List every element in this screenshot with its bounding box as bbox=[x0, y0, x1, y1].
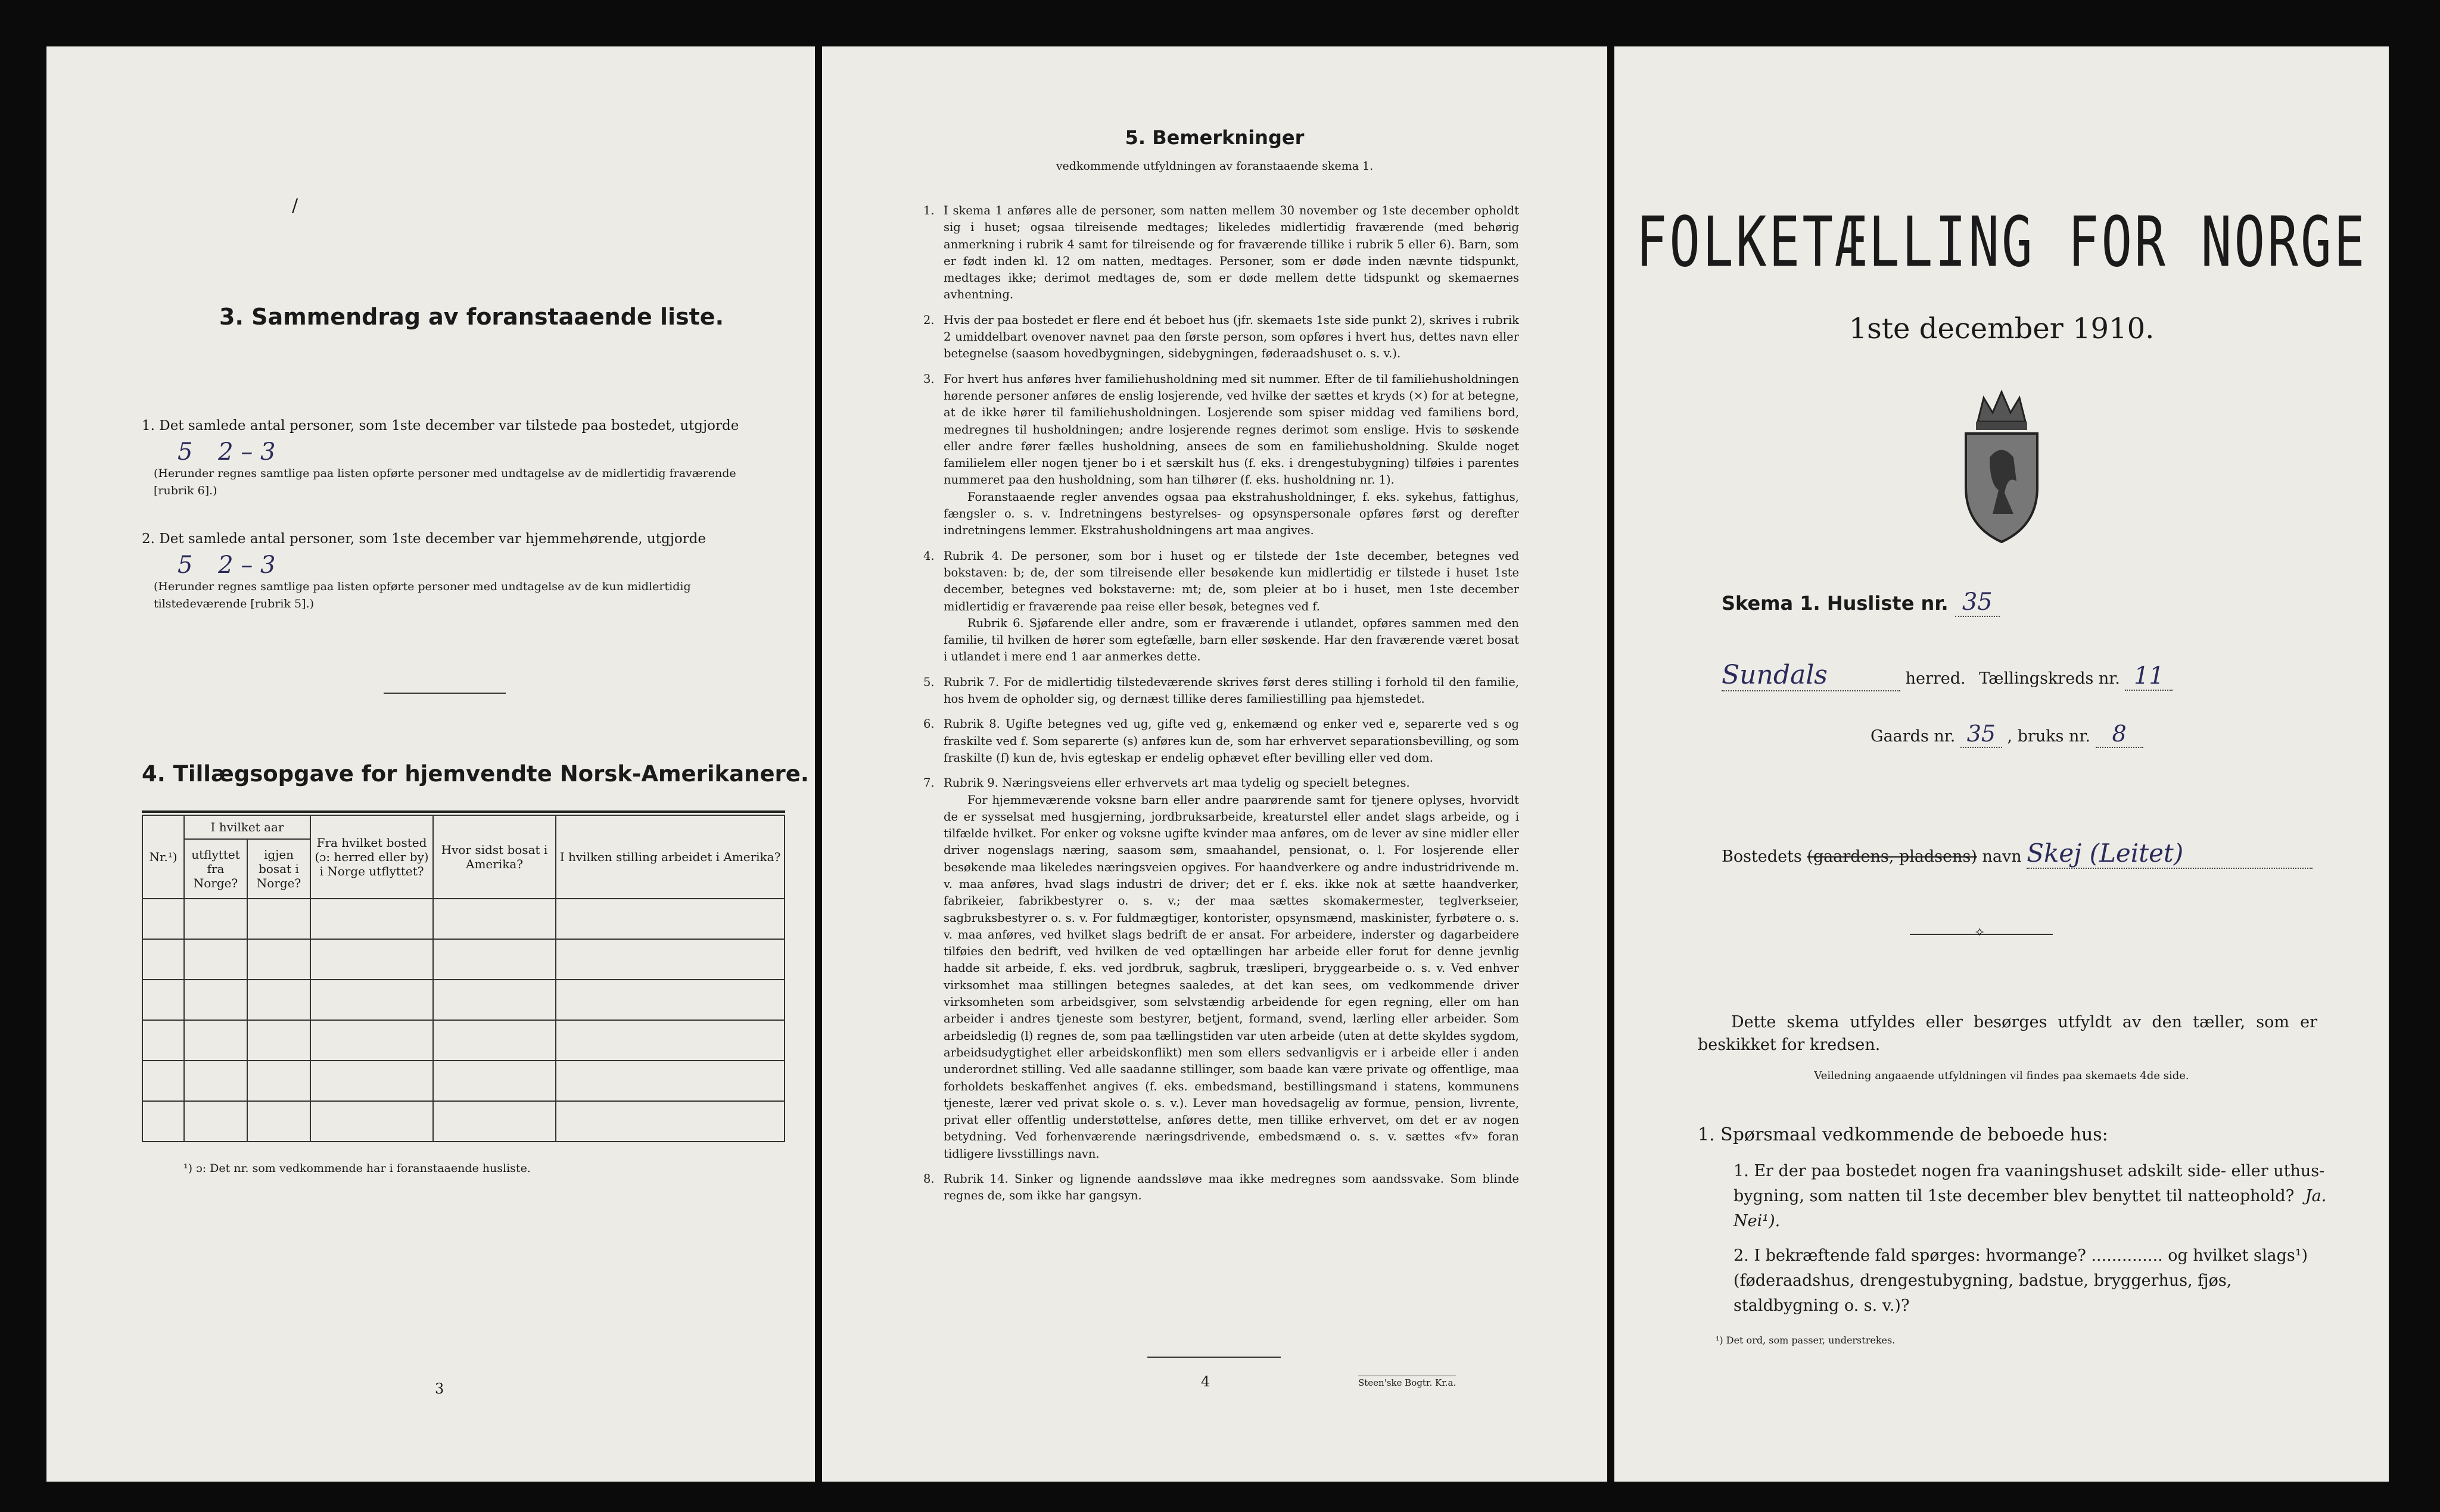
item1-printed-value: 5 bbox=[178, 438, 193, 466]
herred-line bbox=[1722, 660, 2347, 691]
kreds-label: Tællingskreds nr. bbox=[1979, 669, 2120, 688]
question-1-text: 1. Er der paa bostedet nogen fra vaaningshuset adskilt side- eller uthus-bygning, som natten til 1ste december blev benyttet til natteophold? bbox=[1733, 1162, 2325, 1205]
table-row bbox=[142, 1101, 785, 1142]
note-2: 2. Hvis der paa bostedet er flere end ét beboet hus (jfr. skemaets 1ste side punkt 2), skrives i rubrik 2 umiddelbart ovenover navnet paa den første person, som opføres i hvert hus, dettes navn eller betegnelse (saasom hovedbygningen, sidebygningen, føderaadshuset o. s. v.). bbox=[923, 313, 1519, 361]
skema-label: Skema 1. Husliste nr. bbox=[1722, 592, 1949, 615]
section4-footnote: ¹) ɔ: Det nr. som vedkommende har i foranstaaende husliste. bbox=[183, 1162, 531, 1175]
table-row bbox=[142, 1020, 785, 1061]
note-7: 7. Rubrik 9. Næringsveiens eller erhvervets art maa tydelig og specielt betegnes. For hjemmeværende voksne barn eller andre paarørende samt for tjenere oplyses, hvorvidt de er sysselsat med husgjerning, jordbruksarbeide, kreaturstel eller andet slags arbeide, og i tilfælde hvilket. For enker og voksne ugifte kvinder maa anføres, om de lever av sine midler eller driver nogenslags næring, saasom søm, smaahandel, pensionat, o. l. For losjerende eller besøkende maa likeledes næringsveien opgives. For haandverkere og andre industridrivende m. v. maa anføres, hvad slags industri de driver; det er f. eks. ikke nok at sætte haandverker, fabrikeier, fabrikbestyrer o. s. v.; der maa sættes skomakermester, teglverkseier, sagbruksbestyrer o. s. v. For fuldmægtiger, kontorister, opsynsmænd, maskinister, fyrbøtere o. s. v. maa anføres, ved hvilket slags bedrift de er ansat. For arbeidere, inderster og dagarbeidere tilføies den bedrift, ved hvilken de ved optællingen har arbeide eller forut for denne jevnlig hadde sit arbeide, f. eks. ved jordbruk, sagbruk, træsliperi, bryggearbeide o. s. v. Ved enhver virksomhet maa stillingen betegnes saaledes, at det kan sees, om vedkommende driver virksomheten som arbeidsgiver, som selvstændig arbeidende for egen regning, eller om han arbeider i andres tjeneste som bestyrer, betjent, formand, svend, lærling eller arbeider. Som arbeidsledig (l) regnes de, som paa tællingstiden var uten arbeide (uten at dette skyldes sygdom, arbeidsudygtighet eller arbeidskonflikt) men som ellers sedvanligvis er i arbeide eller i anden underordnet stilling. Ved alle saadanne stillinger, som baade kan være private og offentlige, maa forholdets beskaffenhet angives (f. eks. embedsmand, bestillingsmand i statens, kommunens tjeneste, lærer ved privat skole o. s. v.). Lever man hovedsagelig av formue, pension, livrente, privat eller offentlig understøttelse, anføres dette, men tillike erhvervet, om det er av nogen betydning. Ved forhenværende næringsdrivende, embedsmænd o. s. v. sættes «fv» foran tidligere livsstillings navn. bbox=[923, 776, 1519, 1161]
item1-hand-value: 2 – 3 bbox=[218, 438, 276, 466]
bosted-name: Skej (Leitet) bbox=[2027, 838, 2313, 869]
kreds-nr: 11 bbox=[2125, 662, 2173, 691]
remarks-title: 5. Bemerkninger bbox=[1125, 126, 1305, 149]
question-1 bbox=[1733, 1159, 2329, 1234]
table-row bbox=[142, 899, 785, 939]
section3-item1 bbox=[142, 413, 785, 500]
divider bbox=[384, 693, 506, 694]
ornament-icon: ✧ bbox=[1974, 925, 1985, 940]
col-fra-bosted: Fra hvilket bosted (ɔ: herred eller by) i Norge utflyttet? bbox=[310, 815, 433, 899]
printer-mark: Steen'ske Bogtr. Kr.a. bbox=[1358, 1376, 1456, 1388]
page-right bbox=[1614, 46, 2389, 1482]
page-number: 4 bbox=[1201, 1373, 1210, 1390]
table-row bbox=[142, 1061, 785, 1101]
skema-line bbox=[1722, 588, 2000, 616]
info-sub: Veiledning angaaende utfyldningen vil findes paa skemaets 4de side. bbox=[1814, 1070, 2189, 1082]
note-5: 5. Rubrik 7. For de midlertidig tilstedeværende skrives først deres stilling i forhold til den familie, hos hvem de opholder sig, og dernæst tillike deres familiestilling paa hjemstedet. bbox=[923, 675, 1519, 706]
questions-heading: 1. Spørsmaal vedkommende de beboede hus: bbox=[1698, 1124, 2108, 1145]
note-4: 4. Rubrik 4. De personer, som bor i huset og er tilstede der 1ste december, betegnes ved bokstaven: b; de, der som tilreisende eller besøkende kun midlertidig er tilstede i huset 1ste december, betegnes ved bokstaverne: mt; de, som pleier at bo i huset, men 1ste december midlertidig er fraværende paa reise eller besøk, betegnes ved f. Rubrik 6. Sjøfarende eller andre, som er fraværende i utlandet, opføres sammen med den familie, til hvilken de hører som egtefælle, barn eller søskende. Har den fraværende været bosat i utlandet i mere end 1 aar anmerkes dette. bbox=[923, 548, 1519, 664]
bosted-label-a: Bostedets bbox=[1722, 847, 1802, 866]
item1-text: 1. Det samlede antal personer, som 1ste december var tilstede paa bostedet, utgjorde bbox=[142, 418, 739, 434]
item2-note: (Herunder regnes samtlige paa listen opførte personer med undtagelse av de kun midlertidig tilstedeværende [rubrik 5].) bbox=[154, 580, 691, 610]
bosted-label-c: navn bbox=[1982, 847, 2022, 866]
col-igjen-bosat: igjen bosat i Norge? bbox=[247, 839, 310, 899]
bosted-line bbox=[1722, 838, 2347, 869]
item2-hand-value: 2 – 3 bbox=[218, 551, 276, 579]
table-row bbox=[142, 939, 785, 980]
item2-hand-values bbox=[178, 552, 276, 578]
norsk-amerikanere-table bbox=[142, 815, 785, 1142]
norwegian-lion-coat-of-arms-icon bbox=[1957, 386, 2046, 547]
page-middle bbox=[822, 46, 1607, 1482]
note-8: 8. Rubrik 14. Sinker og lignende aandssløve maa ikke medregnes som aandssvake. Som blinde regnes de, som ikke har gangsyn. bbox=[923, 1172, 1519, 1203]
gaards-nr: 35 bbox=[1960, 721, 2002, 748]
bruks-label: , bruks nr. bbox=[2007, 727, 2090, 746]
item2-text: 2. Det samlede antal personer, som 1ste december var hjemmehørende, utgjorde bbox=[142, 531, 707, 547]
col-hvor-sidst: Hvor sidst bosat i Amerika? bbox=[433, 815, 556, 899]
page-number: 3 bbox=[435, 1380, 444, 1397]
herred-label: herred. bbox=[1905, 669, 1966, 688]
census-title: FOLKETÆLLING FOR NORGE bbox=[1636, 202, 2367, 283]
table-top-rule bbox=[142, 810, 785, 813]
col-utflyttet: utflyttet fra Norge? bbox=[184, 839, 247, 899]
col-aar-group: I hvilket aar bbox=[184, 815, 310, 839]
section3-title: 3. Sammendrag av foranstaaende liste. bbox=[219, 304, 724, 330]
section4-title: 4. Tillægsopgave for hjemvendte Norsk-Amerikanere. bbox=[142, 761, 809, 787]
col-nr: Nr.¹) bbox=[142, 815, 184, 899]
bosted-label-b: (gaardens, pladsens) bbox=[1807, 847, 1977, 866]
stroke-mark: / bbox=[292, 195, 298, 216]
section3-item2 bbox=[142, 526, 785, 613]
note-3: 3. For hvert hus anføres hver familiehusholdning med sit nummer. Efter de til familiehusholdningen hørende personer anføres de enslig losjerende, ved hvilke der sættes et kryds (×) for at betegne, at de ikke hører til familiehusholdningen. Losjerende som spiser middag ved familiens bord, medregnes til husholdningen; andre losjerende regnes derimot som enslige. Hvis to søskende eller andre fører fælles husholdning, ansees de som en familiehusholdning. Skulde noget familielem eller nogen tjener bo i et særskilt hus (f. eks. i drengestubygning) tilføies i parentes nummeret paa den husholdning, som han tilhører (f. eks. husholdning nr. 1). Foranstaaende regler anvendes ogsaa paa ekstrahusholdninger, f. eks. sykehus, fattighus, fængsler o. s. v. Indretningens bestyrelses- og opsynspersonale opføres først og derefter indretningens lemmer. Ekstrahusholdningens art maa angives. bbox=[923, 372, 1519, 538]
herred-name: Sundals bbox=[1722, 660, 1900, 691]
remarks-subtitle: vedkommende utfyldningen av foranstaaende skema 1. bbox=[1056, 160, 1374, 173]
bruks-nr: 8 bbox=[2096, 721, 2143, 748]
item1-note: (Herunder regnes samtlige paa listen opførte personer med undtagelse av de midlertidig fraværende [rubrik 6].) bbox=[154, 467, 736, 497]
page-left bbox=[46, 46, 815, 1482]
item1-hand-values bbox=[178, 439, 276, 465]
divider bbox=[1147, 1357, 1281, 1358]
note-1: 1. I skema 1 anføres alle de personer, som natten mellem 30 november og 1ste december opholdt sig i huset; ogsaa tilreisende medtages; likeledes midlertidig fraværende (med behørig anmerkning i rubrik 4 samt for tilreisende og for fraværende tillike i rubrik 5 eller 6). Barn, som er født inden kl. 12 om natten, medtages. Personer, som er døde inden nævnte tidspunkt, medtages ikke; derimot medtages de, som er døde mellem dette tidspunkt og skemaernes avhentning. bbox=[923, 204, 1519, 302]
question-2: 2. I bekræftende fald spørges: hvormange? .............. og hvilket slags¹) (føderaadshus, drengestubygning, badstue, bryggerhus, fjøs, staldbygning o. s. v.)? bbox=[1733, 1246, 2308, 1315]
gaards-label: Gaards nr. bbox=[1871, 727, 1956, 746]
husliste-nr: 35 bbox=[1955, 588, 2000, 617]
item2-printed-value: 5 bbox=[178, 551, 193, 579]
gaards-line bbox=[1871, 721, 2143, 748]
table-row bbox=[142, 980, 785, 1020]
question-1-answer: Ja. Nei¹). bbox=[1733, 1187, 2327, 1230]
info-text: Dette skema utfyldes eller besørges utfyldt av den tæller, som er beskikket for kredsen. bbox=[1698, 1013, 2317, 1054]
right-footnote: ¹) Det ord, som passer, understrekes. bbox=[1716, 1335, 1896, 1346]
note-6: 6. Rubrik 8. Ugifte betegnes ved ug, gifte ved g, enkemænd og enker ved e, separerte ved s og fraskilte ved f. Som separerte (s) anføres kun de, som har erhvervet separationsbevilling, og som fraskilte (f) kun de, hvis egteskap er endelig ophævet efter bevilling eller ved dom. bbox=[923, 717, 1519, 765]
remarks-list bbox=[923, 202, 1519, 1205]
census-date: 1ste december 1910. bbox=[1848, 312, 2155, 345]
col-stilling: I hvilken stilling arbeidet i Amerika? bbox=[556, 815, 785, 899]
